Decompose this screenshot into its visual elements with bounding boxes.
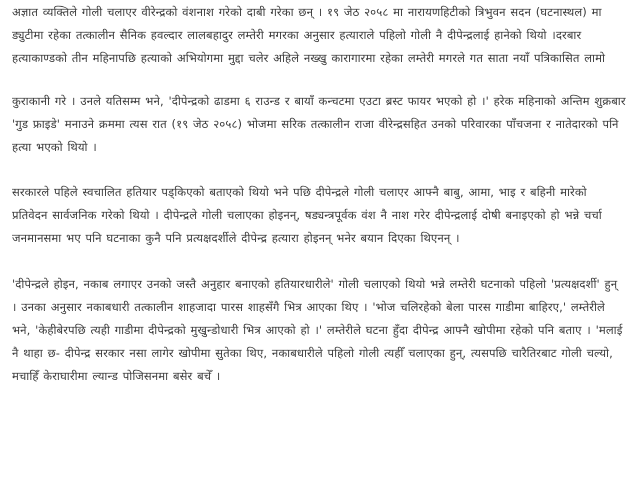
article-paragraph-2: कुराकानी गरे । उनले यतिसम्म भने, 'दीपेन्द्रको ढाडमा ६ राउन्ड र बायाँ कन्चटमा एउटा ब्रस्ट फायर भएको हो ।' हरेक महिनाको अन्तिम शुक्रबार 'गुड फ्राइडे' मनाउने क्रममा त्यस रात (१९ जेठ २०५८) भोजमा सरिक तत्कालीन राजा वीरेन्द्रसहित उनको परिवारका पाँचजना र नातेदारको पनि हत्या भएको थियो । — [12, 94, 626, 154]
article-paragraph-4: 'दीपेन्द्रले होइन, नकाब लगाएर उनको जस्तै अनुहार बनाएको हतियारधारीले' गोली चलाएको थियो भन्ने लम्तेरी घटनाको पहिलो 'प्रत्यक्षदर्शी' हुन् । उनका अनुसार नकाबधारी तत्कालीन शाहजादा पारस शाहसँगै भित्र आएका थिए । 'भोज चलिरहेको बेला पारस गाडीमा बाहिरए,' लम्तेरीले भने, 'केहीबेरपछि त्यही गाडीमा दीपेन्द्रको मुखुन्डोधारी भित्र आएको हो ।' लम्तेरीले घटना हुँदा दीपेन्द्र आफ्नै खोपीमा रहेको पनि बताए । 'मलाई नै थाहा छ- दीपेन्द्र सरकार नसा लागेर खोपीमा सुतेका थिए, नकाबधारीले पहिलो गोली त्यहीँ चलाएका हुन्, त्यसपछि चारैतिरबाट गोली चल्यो, मचाहिँ केराघारीमा ल्यान्ड पोजिसनमा बसेर बचेँ । — [12, 277, 623, 383]
article-paragraph-1: अज्ञात व्यक्तिले गोली चलाएर वीरेन्द्रको वंशनाश गरेको दाबी गरेका छन् । १९ जेठ २०५८ मा नारायणहिटीको त्रिभुवन सदन (घटनास्थल) मा ड्युटीमा रहेका तत्कालीन सैनिक हवल्दार लालबहादुर लम्तेरी मगरका अनुसार हत्याराले पहिलो गोली नै दीपेन्द्रलाई हानेको थियो ।दरबार हत्याकाण्डको तीन महिनापछि हत्याको अभियोगमा मुद्दा चलेर अहिले नख्खु कारागारमा रहेका लम्तेरी मगरले गत साता नयाँ पत्रिकासित लामो — [12, 5, 606, 65]
article-paragraph-3: सरकारले पहिले स्वचालित हतियार पड्किएको बताएको थियो भने पछि दीपेन्द्रले गोली चलाएर आफ्नै बाबु, आमा, भाइ र बहिनी मारेको प्रतिवेदन सार्वजनिक गरेको थियो । दीपेन्द्रले गोली चलाएका होइनन्, षड्यन्त्रपूर्वक वंश नै नाश गरेर दीपेन्द्रलाई दोषी बनाइएको हो भन्ने चर्चा जनमानसमा भए पनि घटनाका कुनै पनि प्रत्यक्षदर्शीले दीपेन्द्र हत्यारा होइनन् भनेर बयान दिएका थिएनन् । — [12, 185, 602, 245]
